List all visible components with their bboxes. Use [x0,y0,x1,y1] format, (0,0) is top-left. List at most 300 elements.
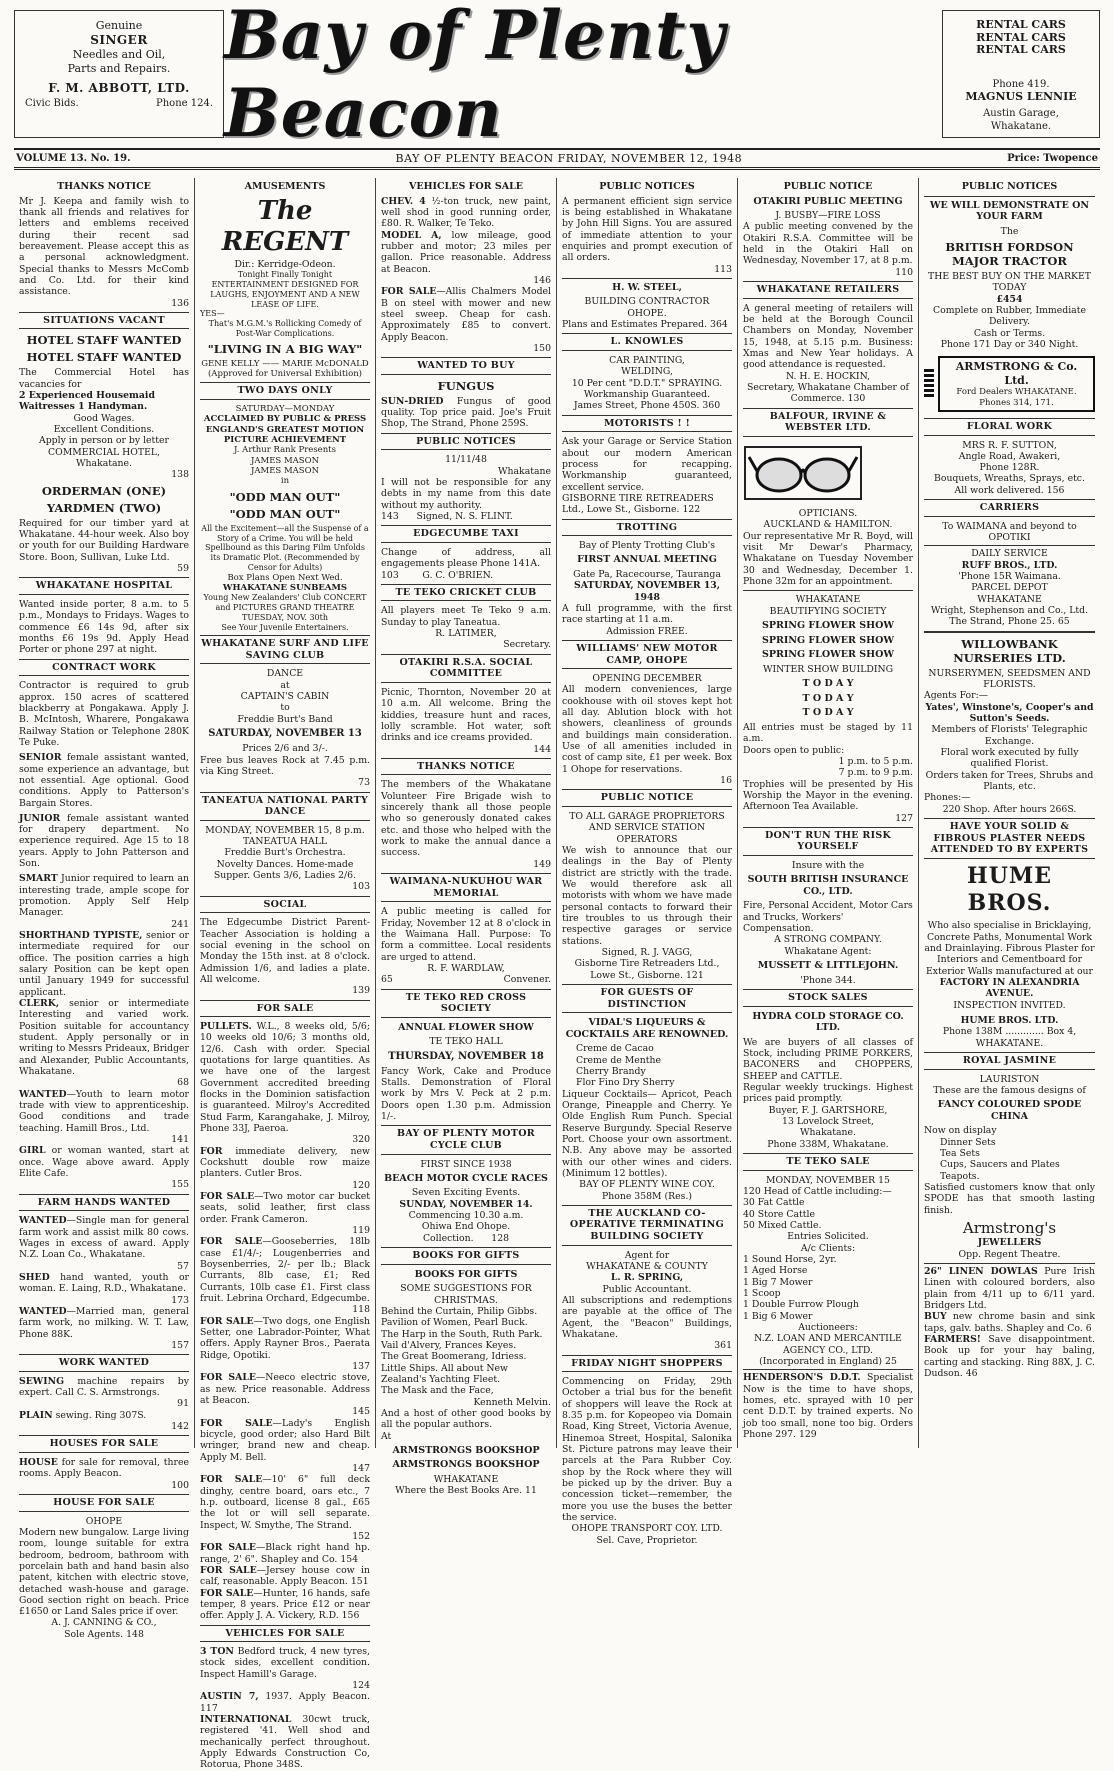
classified-ad: JUNIOR female assistant wanted for drapery department. No experience required. Age 15 to 18 years. Apply to John Patterson and Son. [19,812,189,870]
ad-line: Ohiwa End Ohope. [421,1221,511,1233]
ad-line: INSPECTION INVITED. [953,999,1066,1011]
ad-line: Seven Exciting Events. [411,1187,521,1199]
ad-line: Floral work executed by fully qualified Florist. [940,747,1079,770]
ad-body: Picnic, Thornton, November 20 at 10 a.m. All welcome. Bring the kiddies, treasure hunt and races, lolly scramble. Hot water, soft drinks and ice creams provided. [381,686,551,744]
ad-number: 361 [714,1340,732,1352]
ear-line: RENTAL CARS [976,30,1066,44]
section-heading: WHAKATANE RETAILERS [743,281,913,299]
heading: SATURDAY, NOVEMBER 13 [208,728,362,740]
ad-body: Contractor is required to grub approx. 150 acres of scattered blackberry at Pongakawa. Apply J. B. McIntosh, Wharere, Pongakawa Railway Station or Telephone 280K Te Puke. [19,680,189,748]
ad-line: Phone 358M (Res.) [602,1190,692,1202]
heading: FIRST ANNUAL MEETING [577,554,717,566]
ad-line: Opp. Regent Theatre. [958,1248,1061,1260]
classified-ad: 3 TON Bedford truck, 4 new tyres, stock sides, excellent condition. Inspect Hamill's Garage. [200,1646,370,1680]
classified-ad: 26" LINEN DOWLAS Pure Irish Linen with coloured borders, also plain from 4/11 up to 6/11 yard. Bridgers Ltd. [924,1263,1095,1311]
ad-line: Where the Best Books Are. 11 [395,1485,537,1497]
ear-line: Needles and Oil, [72,47,166,61]
ad-number: 150 [533,342,551,354]
classified-ad: WANTED—Married man, general farm work, no milking. W. T. Law, Phone 88K. [19,1305,189,1340]
ad-line: See Your Juvenile Entertainers. [221,622,349,632]
ad-line: WHAKATANE [743,590,913,605]
heading: VIDAL'S LIQUEURS & COCKTAILS ARE RENOWNED. [565,1017,729,1040]
section-heading: CONTRACT WORK [19,659,189,677]
ad-line: THE BEST BUY ON THE MARKET TODAY [928,271,1091,294]
ad-body: The Edgecumbe District Parent-Teacher Association is holding a social evening in the school on Monday the 15th inst. at 8 o'clock. Admission 1/6, and ladies a plate. All welcome. [200,917,370,985]
ad-number: 145 [352,1406,370,1418]
classified-ad: FARMERS! Save disappointment. Book up for your hay baling, carting and stacking. Ring 88X, J. C. Dudson. 46 [924,1333,1095,1379]
ad-body: We wish to announce that our dealings in the Bay of Plenty district are strictly with the trade. We would therefore ask all motorists with whom we have made personal contacts to forward their tire troubles to us through their respective garages or service stations. [562,844,732,947]
ad-line: That's M.G.M.'s Rollicking Comedy of Post-War Complications. [208,319,362,338]
list-item: Cups, Saucers and Plates [940,1159,1060,1171]
ear-line: Phone 419. [992,78,1050,90]
ad-line: Collection. 128 [422,1232,510,1244]
ad-line: OHOPE TRANSPORT COY. LTD. [571,1523,723,1535]
ad-line: to [280,702,290,714]
heading: ARMSTRONGS BOOKSHOP [392,1444,540,1456]
ad-line: N.Z. LOAN AND MERCANTILE AGENCY CO., LTD. [754,1333,902,1356]
list-item: Creme de Cacao [576,1043,654,1055]
classified-ad: FOR SALE—Gooseberries, 18lb case £1/4/-; Lougenberries and Boysenberries, 2/- per lb.; Black Currants, 8lb case, £1; Red Currants, 10lb case £1. First class fruit. Lebrina Orchard, Edgecumbe. [200,1236,370,1305]
classified-ad: FOR SALE—Neeco electric stove, as new. Price reasonable. Address at Beacon. [200,1372,370,1406]
heading: "ODD MAN OUT" [229,506,341,521]
section-heading: TROTTING [562,519,732,537]
ad-line: At [381,1430,392,1442]
ad-line: Wright, Stephenson and Co., Ltd. The Strand, Phone 25. 65 [930,605,1089,628]
jeweller-name: Armstrong's [962,1218,1057,1237]
heading: SPRING FLOWER SHOW [761,620,895,632]
list-item: 1 Aged Horse [743,1265,808,1277]
section-heading: WHAKATANE HOSPITAL [19,577,189,595]
ad-body: All players meet Te Teko 9 a.m. Sunday to play Taneatua. [381,605,551,628]
column-2 [195,178,376,1771]
masthead [14,0,1100,152]
section-heading: EDGECUMBE TAXI [381,525,551,543]
ad-number: 113 [714,263,732,275]
ad-line: SUNDAY, NOVEMBER 14. [399,1198,533,1210]
ad-line: Novelty Dances. Home-made Supper. Gents 3/6, Ladies 2/6. [213,858,357,882]
heading: THURSDAY, NOVEMBER 18 [388,1050,544,1062]
ad-number: 147 [352,1462,370,1474]
ad-line: Yates', Winstone's, Cooper's and Sutton's Seeds. [925,701,1094,725]
ad-line: (Approved for Universal Exhibition) [207,368,363,379]
ad-line: RUFF BROS., LTD. [961,559,1058,571]
ad-line: Plans and Estimates Prepared. 364 [562,319,728,331]
section-heading: CARRIERS [924,499,1095,517]
ad-body: Liqueur Cocktails— Apricot, Peach Orange, Pineapple and Cherry. Ye Olde English Rum Punch. Special Reserve Burgundy. Special Reserve Port. Choose your own assortment. N.B. Any above may be assorted with our other wines and ciders. (Minimum 12 bottles). [562,1088,732,1179]
ad-line: 10 Per cent "D.D.T." SPRAYING. [571,377,723,389]
ad-number: 127 [895,812,913,824]
ad-line: TANEATUA HALL [242,836,328,848]
heading: OTAKIRI PUBLIC MEETING [753,195,903,207]
list-item: 1 Sound Horse, 2yr. [743,1253,837,1265]
ad-line: J. Arthur Rank Presents [234,445,336,456]
ad-line: OPTICIANS. [798,508,858,520]
ad-line: SOME SUGGESTIONS FOR CHRISTMAS. [400,1283,532,1306]
ad-number: 155 [171,1179,189,1191]
column-6 [919,178,1100,1448]
heading: YARDMEN (TWO) [46,500,162,515]
section-heading: DON'T RUN THE RISK YOURSELF [743,827,913,856]
ad-line: The [1000,225,1019,237]
classified-ad: INTERNATIONAL 30cwt truck, registered '41. Well shod and mechanically perfect throughout. Apply Edwards Construction Co, Rotorua, Phone 348S. [200,1714,370,1771]
section-heading: TE TEKO SALE [743,1153,913,1171]
ad-line: Gisborne Tire Retreaders Ltd., Lowe St., Gisborne. 121 [574,958,720,981]
column-4 [557,178,738,1546]
ad-number: 141 [171,1134,189,1146]
ad-line: Workmanship Guaranteed. [583,389,711,400]
list-item: 50 Mixed Cattle. [743,1219,822,1231]
ad-line: Free bus leaves Rock at 7.45 p.m. via King Street. [200,754,370,777]
classified-ad: PLAIN sewing. Ring 307S. [19,1409,147,1421]
heading: T O D A Y [802,707,854,719]
classified-ad: FOR SALE—Lady's English bicycle, good order; also Hard Bilt wringer, brand new and cheap. Apply M. Bell. [200,1417,370,1463]
ad-line: Cash or Terms. [973,327,1046,339]
ad-body: I will not be responsible for any debts in my name from this date without my authority. [381,476,551,511]
book-item: The Mask and the Face, [381,1385,494,1397]
price: Price: Twopence [1007,153,1098,164]
heading: ANNUAL FLOWER SHOW [398,1021,534,1033]
ad-body: Who also specialise in Bricklaying, Concrete Paths, Monumental Work and Drainlaying. Fibrous Plaster for Interiors and Cementboard for Exterior Walls manufactured at our [924,920,1095,977]
heading: BRITISH FORDSON MAJOR TRACTOR [945,240,1074,269]
ad-line: BEAUTIFYING SOCIETY [769,605,887,617]
list-item: Entries Solicited. [787,1231,869,1243]
ad-line: 143 Signed, N. S. FLINT. [381,510,513,522]
ad-number: 118 [352,1304,370,1316]
ad-line: Agents For:— [924,690,989,702]
ad-line: Excellent Conditions. [53,424,155,436]
heading: H. W. STEEL, [562,278,732,294]
heading: SPRING FLOWER SHOW [761,634,895,646]
ad-line: Secretary, Whakatane Chamber of Commerce. 130 [746,382,909,405]
section-heading: WHAKATANE SURF AND LIFE SAVING CLUB [200,635,370,664]
ad-line: Gate Pa, Racecourse, Tauranga [573,569,721,581]
ad-line: Now on display [924,1125,997,1137]
ad-line: NURSERYMEN, SEEDSMEN AND FLORISTS. [928,667,1091,691]
ad-number: 142 [171,1421,189,1433]
ad-line: Phone 338M, Whakatane. [767,1138,889,1150]
classified-ad: FOR SALE—Jersey house cow in calf, reasonable. Apply Beacon. 151 [200,1564,370,1588]
classified-ad: SENIOR female assistant wanted, some experience an advantage, but not essential. Age optional. Good conditions. Apply to Patterson's Bargain Stores. [19,752,189,809]
ad-line: 7 p.m. to 9 p.m. [838,767,913,779]
stripe-icon [924,369,934,399]
ad-number: 110 [895,266,913,278]
section-heading: TANEATUA NATIONAL PARTY DANCE [200,792,370,821]
ad-body: Trophies will be presented by His Worship the Mayor in the evening. Afternoon Tea Available. [743,778,913,813]
list-item: 1 Big 7 Mower [743,1276,813,1288]
list-item: 1 Scoop [743,1287,781,1299]
ad-line: WHAKATANE [433,1474,499,1486]
ad-line: FACTORY IN ALEXANDRIA AVENUE. [939,977,1080,1000]
heading: ARMSTRONGS BOOKSHOP [392,1459,540,1471]
list-item: 30 Fat Cattle [743,1197,805,1209]
ad-line: Signed, R. J. VAGG, [601,946,693,958]
ad-number: 139 [352,985,370,997]
ad-line: SATURDAY—MONDAY [235,403,335,414]
classified-ad: FOR SALE—Two motor car bucket seats, solid leather, first class order. Frank Cameron. [200,1191,370,1225]
ad-line: at [280,679,290,691]
volume: VOLUME 13. No. 19. [16,153,131,164]
ad-line: ACCLAIMED BY PUBLIC & PRESS ENGLAND'S GREATEST MOTION PICTURE ACHIEVEMENT [203,414,367,445]
book-item: Behind the Curtain, Philip Gibbs. [381,1305,538,1317]
classified-ad: MODEL A, low mileage, good rubber and motor; 23 miles per gallon. Price reasonable. Address at Beacon. [381,229,551,275]
section-heading: OTAKIRI R.S.A. SOCIAL COMMITTEE [381,654,551,683]
section-heading: HOUSES FOR SALE [19,1435,189,1453]
ad-body: A general meeting of retailers will be held at the Borough Council Chambers on Monday, November 15, 1948, at 5.15 p.m. Business: Xmas and New Year holidays. A good attendance is requested. [743,302,913,371]
ad-number: 103 [352,881,370,893]
right-ear-advert [942,10,1100,138]
newspaper-title: Bay of Plenty Beacon [224,0,726,152]
ad-number: 124 [352,1680,370,1692]
heading: BOOKS FOR GIFTS [414,1268,518,1280]
columns [14,178,1100,1771]
ad-line: JAMES MASON [250,466,320,477]
ad-body: All modern conveniences, large cookhouse with oil stoves kept hot all day. Ablution block with hot showers, cleanliness of grounds and buildings main consideration. Use of all amenities included in cost of camp site, £1 per week. Box 1 Ohope for reservations. [562,684,732,775]
ad-line: Prices 2/6 and 3/-. [242,743,328,755]
column-1 [14,178,195,1640]
heading: WILLOWBANK NURSERIES LTD. [924,631,1095,665]
ad-line: R. F. WARDLAW, [427,962,505,974]
classified-ad: SHORTHAND TYPISTE, senior or intermediate required for our office. The position carries a high salary Position can be kept open until January 1949 for successful applicant. [19,930,189,998]
armstrong-logo-text: ARMSTRONG & Co. Ltd. Ford Dealers WHAKATANE. Phones 314, 171. [938,356,1095,412]
heading: THANKS NOTICE [57,181,151,192]
heading: HOTEL STAFF WANTED [26,333,182,348]
ad-number: 57 [177,1260,189,1272]
classified-ad: SUN-DRIED Fungus of good quality. Top price paid. Joe's Fruit Shop, The Strand, Phone 259S. [381,395,551,430]
ad-line: Phones:— [924,792,971,804]
section-heading: WILLIAMS' NEW MOTOR CAMP, OHOPE [562,640,732,669]
list-item: Dinner Sets [940,1136,996,1148]
heading: FANCY COLOURED SPODE CHINA [937,1099,1082,1122]
ad-body: Wanted inside porter, 8 a.m. to 5 p.m., Mondays to Fridays. Wages to commence £6 14s 9d, after six months £6 19s 9d. Apply Head Porter or phone 297 at night. [19,599,189,656]
ad-number: 146 [533,274,551,286]
classified-ad: WANTED—Single man for general farm work and assist milk 80 cows. Wages in excess of award. Apply N.Z. Loan Co., Whakatane. [19,1215,189,1261]
ad-line: Commencing 10.30 a.m. [408,1210,524,1222]
section-heading: PUBLIC NOTICE [562,789,732,807]
classified-ad: FOR SALE—Black right hand hp. range, 2' 6". Shapley and Co. 154 [200,1542,371,1565]
ad-line: JEWELLERS [977,1237,1042,1249]
section-heading: FLORAL WORK [924,418,1095,436]
ad-line: Angle Road, Awakeri, [958,450,1061,462]
heading: VEHICLES FOR SALE [408,181,524,192]
ad-number: 137 [352,1361,370,1372]
ad-body: A permanent efficient sign service is being established in Whakatane by John Hill Signs. You are assured of immediate attention to your enquiries and prompt execution of all orders. [562,195,732,264]
ad-line: PARCEL DEPOT [971,582,1048,594]
ad-body: A public meeting is called for Friday, November 12 at 8 o'clock in the Waimana Hall. Purpose: To form a committee. Local residents are urged to attend. [381,906,551,963]
ear-line: SINGER [90,32,148,47]
ad-body: Regular weekly truckings. Highest prices paid promptly. [743,1082,913,1105]
ad-body: And a host of other good books by all the popular authors. [381,1407,551,1431]
ad-line: 'Phone 15R Waimana. [958,571,1061,583]
ad-line: Sel. Cave, Proprietor. [596,1534,698,1546]
ad-number: 149 [533,858,551,870]
ad-line: Secretary. [503,639,551,651]
heading: HOTEL STAFF WANTED [26,350,182,365]
ad-body: Our representative Mr R. Boyd, will visit Mr Dewar's Pharmacy, Whakatane on Tuesday November 30 and Wednesday, December 1. Phone 32m for an appointment. [743,530,913,588]
list-item: 1 Big 6 Mower [743,1310,813,1322]
section-heading: PUBLIC NOTICES [381,433,551,451]
classified-ad: SMART Junior required to learn an interesting trade, ample scope for promotion. Apply Self Help Manager. [19,873,189,919]
column-3 [376,178,557,1497]
ad-line: in [280,476,290,487]
heading: T O D A Y [802,692,854,704]
classified-ad: BUY new chrome basin and sink taps, galv. baths. Shapley and Co. 6 [924,1311,1095,1334]
ear-line: Austin Garage, Whakatane. [983,108,1059,132]
section-heading: FARM HANDS WANTED [19,1194,189,1212]
ad-line: James Street, Phone 450S. 360 [573,400,721,412]
ad-line: YES— [200,309,225,319]
ad-line: Phone 138M ............. Box 4, [942,1026,1077,1038]
ad-line: Phone 171 Day or 340 Night. [940,339,1079,351]
ad-line: Whakatane. [76,458,132,470]
ad-line: A. J. CANNING & CO., [51,1617,157,1629]
ad-line: N. H. E. HOCKIN, [785,370,871,382]
ad-line: AUCKLAND & HAMILTON. [763,519,893,531]
ad-line: 'Phone 344. [800,974,856,986]
ad-line: Insure with the [791,860,865,871]
ad-line: MONDAY, NOVEMBER 15, 8 p.m. [205,824,365,836]
classified-ad: WANTED—Youth to learn motor trade with view to apprenticeship. Good conditions and trade teaching. Hamill Bros., Ltd. [19,1088,189,1134]
ad-body: The Commercial Hotel has vacancies for [19,367,189,390]
section-heading: FOR GUESTS OF DISTINCTION [562,984,732,1013]
ad-body: A full programme, with the first race starting at 11 a.m. [562,603,732,626]
ad-line: To WAIMANA and beyond to OPOTIKI [942,520,1077,544]
spectacles-icon [743,445,863,501]
ad-body: Commencing on Friday, 29th October a trial bus for the benefit of shoppers will leave the Rock at 8.35 p.m. for Kopeopeo via Domain Road, King Street, Victoria Avenue, Hinemoa Street, Hospital, Salonika St. Picture patrons may leave their parcels at the Para Rubber Coy. shop by the Rock where they will be picked up by the driver. Buy a concession ticket—remember, the more you use the buses the better the service. [562,1376,732,1524]
book-item: The Great Boomerang, Idriess. [381,1351,527,1363]
ad-line: TE TEKO HALL [429,1036,503,1048]
ad-number: 152 [352,1530,370,1542]
heading: FUNGUS [437,378,495,393]
ad-line: Doors open to public: [743,744,845,756]
ad-body: All entries must be staged by 11 a.m. [743,721,913,745]
ad-line: GISBORNE TIRE RETREADERS Ltd., Lowe St., Gisborne. 122 [562,492,714,516]
ad-line: 103 G. C. O'BRIEN. [381,569,494,581]
section-heading: TE TEKO CRICKET CLUB [381,584,551,602]
heading: MUSSETT & LITTLEJOHN. [757,960,899,972]
ad-line: Sole Agents. 148 [64,1628,144,1640]
ad-line: 11/11/48 [445,454,487,466]
ad-line: SATURDAY, NOVEMBER 13, 1948 [574,580,720,603]
ad-line: All the Excitement—all the Suspense of a Story of a Crime. You will be held Spellbound as this Daring Film Unfolds its Dramatic Plot. (Recommended by Censor for Adults) [201,523,369,572]
list-item: 120 Head of Cattle including:— [743,1185,892,1197]
classified-ad: FOR SALE—10' 6" full deck dinghy, centre board, oars etc., 7 h.p. outboard, license 8 gal., £65 the lot or will sell separate. Inspect, W. Smythe, The Strand. [200,1474,370,1531]
book-item: The Harp in the South, Ruth Park. [381,1328,543,1340]
section-heading: THANKS NOTICE [381,758,551,776]
ad-body: Fire, Personal Accident, Motor Cars and Trucks, Workers' Compensation. [743,900,913,935]
list-item: A/c Clients: [800,1242,856,1254]
ad-line: JAMES MASON [250,455,320,466]
ad-lead: 2 Experienced Housemaid Waitresses 1 Handyman. [19,390,155,413]
ad-line: 220 Shop. After hours 266S. [942,803,1077,815]
list-item: Flor Fino Dry Sherry [576,1077,675,1089]
heading: SOUTH BRITISH INSURANCE CO., LTD. [747,874,909,897]
ad-line: Whakatane [497,465,551,477]
ad-line: Freddie Burt's Orchestra. [224,847,346,859]
ad-line: MONDAY, NOVEMBER 15 [766,1174,890,1186]
ad-line: Public Accountant. [602,1283,692,1295]
classified-ad: CLERK, senior or intermediate Interesting and varied work. Position suitable for accountancy student. Apply personally or in writing to Messrs Prideaux, Bridger and Alexander, Public Accountants, Whakatane. [19,998,189,1078]
ad-line: All work delivered. 156 [954,484,1065,496]
ad-line: A STRONG COMPANY. [774,934,882,946]
ad-body: We are buyers of all classes of Stock, including PRIME PORKERS, BACONERS and CHOPPERS, SHEEP and CATTLE. [743,1036,913,1082]
ad-line: Tonight Finally Tonight [237,270,333,280]
ad-line: LAURISTON [979,1073,1040,1085]
classified-ad: AUSTIN 7, 1937. Apply Beacon. 117 [200,1691,370,1714]
classified-ad: FOR immediate delivery, new Cockshutt double row maize planters. Cutler Bros. [200,1145,370,1180]
heading: PUBLIC NOTICES [961,181,1058,192]
heading: "LIVING IN A BIG WAY" [207,341,363,356]
ad-line: FIRST SINCE 1938 [420,1158,512,1170]
ad-number: 157 [171,1339,189,1351]
ear-line: RENTAL CARS [976,18,1066,31]
section-heading: ROYAL JASMINE [924,1052,1095,1070]
section-heading: WANTED TO BUY [381,357,551,375]
ad-line: GENE KELLY —— MARIE McDONALD [201,358,369,369]
section-heading: SITUATIONS VACANT [19,312,189,330]
ad-line: Complete on Rubber, Immediate Delivery. [933,305,1086,328]
ad-line: OHOPE. [627,307,667,319]
ad-number: 68 [177,1077,189,1089]
ad-line: Apply in person or by letter [39,435,169,447]
ad-body: A public meeting convened by the Otakiri R.S.A. Committee will be held in the Otakiri Hall on Wednesday, November 17, at 8 p.m. [743,221,913,267]
ad-line: Whakatane. [800,1127,856,1139]
section-heading: VEHICLES FOR SALE [200,1625,370,1643]
ad-line: Members of Florists' Telegraphic Exchange. [931,724,1088,747]
ad-body: Required for our timber yard at Whakatane. 44-hour week. Also boy or youth for our Building Hardware Store. Boon, Sullivan, Luke Ltd. [19,517,189,563]
ad-body: Change of address, all engagements please Phone 141A. [381,546,551,570]
ad-line: TO ALL GARAGE PROPRIETORS AND SERVICE STATION OPERATORS [569,811,725,845]
list-item: 40 Store Cattle [743,1208,815,1220]
heading: TWO DAYS ONLY [200,382,370,400]
ad-line: Admission FREE. [606,625,688,637]
ad-number: 91 [177,1398,189,1410]
section-heading: FRIDAY NIGHT SHOPPERS [562,1355,732,1373]
book-item: Vail d'Alvery, Frances Keyes. [381,1339,517,1351]
ad-number: 320 [352,1134,370,1146]
ad-body: The members of the Whakatane Volunteer Fire Brigade wish to sincerely thank all those people who so generously donated cakes etc. and those who helped with the work to make the annual dance a success. [381,779,551,859]
heading: ORDERMAN (ONE) [41,483,167,498]
ad-number: 241 [171,918,189,930]
ad-line: These are the famous designs of [933,1084,1086,1096]
ear-line: Parts and Repairs. [67,61,171,75]
classified-ad: FOR SALE—Two dogs, one English Setter, one Labrador-Pointer, What offers. Apply Rayner Bros., Paerata Ridge, Opotiki. [200,1315,370,1361]
armstrong-logo [924,356,1095,412]
ad-body: Fancy Work, Cake and Produce Stalls. Demonstration of Floral work by Mrs V. Peck at 2 p.m. Doors open 1.30 p.m. Admission 1/-. [381,1065,551,1123]
ad-number: 100 [171,1479,189,1491]
ad-line: Dir.: Kerridge-Odeon. [234,259,336,271]
left-ear-advert [14,10,224,138]
book-item: Little Ships. All about New Zealand's Yachting Fleet. [381,1362,508,1385]
ad-line: 1 p.m. to 5 p.m. [838,755,913,767]
list-item: Creme de Menthe [576,1054,661,1066]
ad-line: BAY OF PLENTY WINE COY. [579,1179,715,1191]
heading: PUBLIC NOTICES [599,181,695,192]
ad-line: CAPTAIN'S CABIN [240,691,330,703]
ad-body: Mr J. Keepa and family wish to thank all friends and relatives for letters and emblems received during their recent sad bereavement. Please accept this as a personal acknowledgment. Special thanks to Messrs McComb and Co. Ltd. for their kind assistance. [19,195,189,298]
ad-line: MRS R. F. SUTTON, [962,439,1057,451]
ad-line: R. LATIMER, [435,628,497,640]
ear-line: F. M. ABBOTT, LTD. [48,81,190,96]
section-heading: TE TEKO RED CROSS SOCIETY [381,989,551,1018]
section-heading: BOOKS FOR GIFTS [381,1247,551,1265]
ad-number: 136 [171,297,189,309]
list-item: 1 Double Furrow Plough [743,1299,859,1311]
list-item: Tea Sets [940,1148,980,1160]
section-heading: WAIMANA-NUKUHOU WAR MEMORIAL [381,873,551,902]
book-item: Pavilion of Women, Pearl Buck. [381,1317,528,1329]
section-heading: HAVE YOUR SOLID & FIBROUS PLASTER NEEDS ATTENDED TO BY EXPERTS [924,818,1095,859]
classified-ad: SEWING machine repairs by expert. Call C. S. Armstrongs. [19,1375,189,1399]
